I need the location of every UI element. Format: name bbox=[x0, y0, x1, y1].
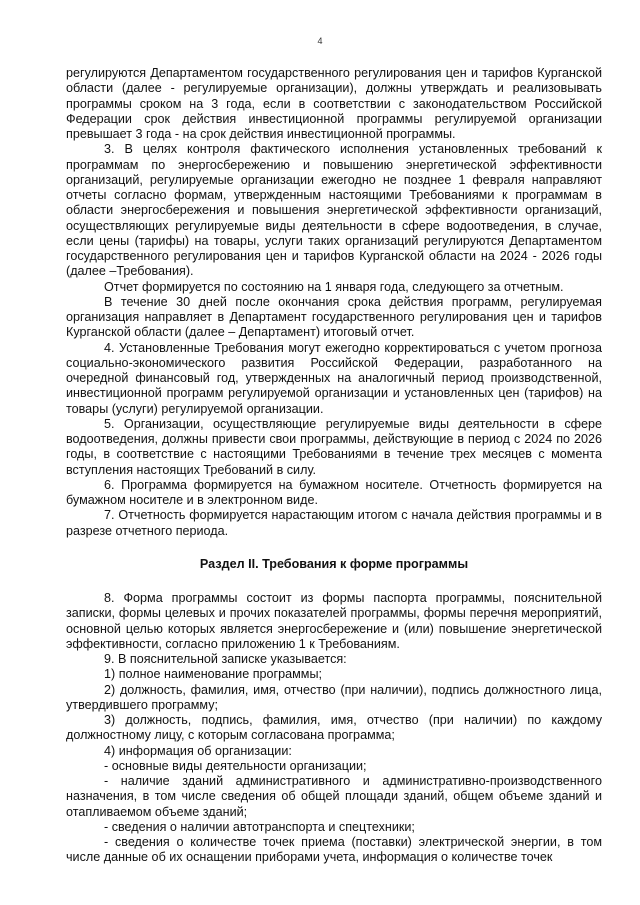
paragraph: 3) должность, подпись, фамилия, имя, отчество (при наличии) по каждому должностному лицу, с которым согласована программа; bbox=[66, 713, 602, 743]
paragraph: 9. В пояснительной записке указывается: bbox=[104, 652, 347, 666]
paragraph: Отчет формируется по состоянию на 1 января года, следующего за отчетным. bbox=[104, 279, 564, 294]
paragraph: 2) должность, фамилия, имя, отчество (при наличии), подпись должностного лица, утвердившего программу; bbox=[66, 682, 602, 712]
paragraph: 3. В целях контроля фактического исполнения установленных требований к программам по энергосбережению и повышению энергетической эффективности организаций, регулируемые организации ежегодно не позднее 1 февраля направляют отчеты согласно формам, утвержденным настоящими Требованиями к программам в области энергосбережения и повышения энергетической эффективности организаций, осуществляющих регулируемые виды деятельности в сфере водоотведения, в случае, если цены (тарифы) на товары, услуги таких организаций регулируются Департаментом государственного регулирования цен и тарифов Курганской области на 2024 - 2026 годы (далее –Требования). bbox=[66, 142, 602, 279]
paragraph: 5. Организации, осуществляющие регулируемые виды деятельности в сфере водоотведения, должны привести свои программы, действующие в период с 2024 по 2026 годы, в соответствие с настоящими Требованиями в течение трех месяцев с момента вступления настоящих Требований в силу. bbox=[66, 416, 602, 477]
paragraph: 8. Форма программы состоит из формы паспорта программы, пояснительной записки, формы целевых и прочих показателей программы, формы перечня мероприятий, основной целью которых является энергосбережение и (или) повышение энергетической эффективности, согласно приложению 1 к Требованиям. bbox=[66, 591, 602, 651]
paragraph: 6. Программа формируется на бумажном носителе. Отчетность формируется на бумажном носителе и в электронном виде. bbox=[66, 477, 602, 507]
paragraph: В течение 30 дней после окончания срока действия программ, регулируемая организация направляет в Департамент государственного регулирования цен и тарифов Курганской области (далее – Департамент) итоговый отчет. bbox=[66, 294, 602, 340]
paragraphs-after-heading bbox=[66, 591, 602, 866]
paragraph: 4) информация об организации: bbox=[104, 743, 292, 758]
paragraph: - сведения о наличии автотранспорта и спецтехники; bbox=[104, 819, 415, 834]
page-number: 4 bbox=[317, 36, 323, 46]
paragraph: 7. Отчетность формируется нарастающим итогом с начала действия программы и в разрезе отчетного периода. bbox=[66, 508, 602, 538]
paragraph: - наличие зданий административного и административно-производственного назначения, в том числе сведения об общей площади зданий, общем объеме зданий и отапливаемом объеме зданий; bbox=[66, 774, 602, 819]
paragraph: - сведения о количестве точек приема (поставки) электрической энергии, в том числе данные об их оснащении приборами учета, информация о количестве точек bbox=[66, 835, 602, 865]
document-body bbox=[66, 66, 602, 866]
paragraph: 1) полное наименование программы; bbox=[104, 667, 323, 682]
paragraph: - основные виды деятельности организации; bbox=[104, 758, 367, 773]
paragraph: 4. Установленные Требования могут ежегодно корректироваться с учетом прогноза социально-экономического развития Российской Федерации, разработанного на очередной финансовый год, утвержденных на аналогичный период производственной, инвестиционной программ регулируемой организации и установленных цен (тарифов) на товары (услуги) регулируемой организации. bbox=[66, 340, 602, 416]
paragraphs-before-heading bbox=[66, 66, 602, 539]
section-heading: Раздел II. Требования к форме программы bbox=[199, 556, 469, 571]
paragraph: регулируются Департаментом государственного регулирования цен и тарифов Курганской области (далее - регулируемые организации), должны утверждать и реализовывать программы сроком на 3 года, если в соответствии с законодательством Российской Федерации срок действия инвестиционной программы регулируемой организации превышает 3 года - на срок действия инвестиционной программы. bbox=[66, 66, 602, 141]
